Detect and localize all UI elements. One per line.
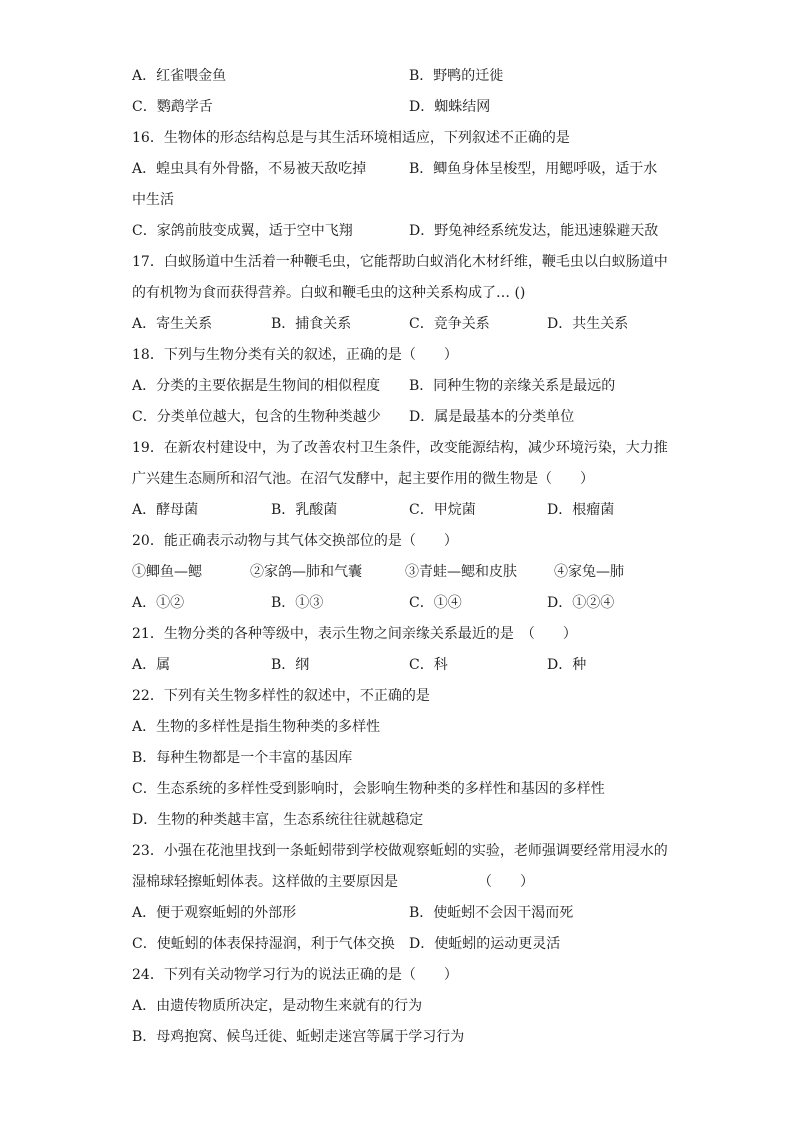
q20-item-2: ②家鸽—肺和气囊 [250,564,362,580]
q16-option-c: C．家鸽前肢变成翼，适于空中飞翔 [132,223,353,239]
q23-answer-paren: （ ） [478,874,534,890]
q17-stem-line1: 17．白蚁肠道中生活着一种鞭毛虫，它能帮助白蚁消化木材纤维，鞭毛虫以白蚁肠道中 [132,254,668,270]
q23-option-c: C．使蚯蚓的体表保持湿润，利于气体交换 [132,936,395,952]
q19-stem-line1: 19．在新农村建设中，为了改善农村卫生条件，改变能源结构，减少环境污染，大力推 [132,440,668,456]
q22-option-a: A．生物的多样性是指生物种类的多样性 [132,719,381,735]
q23-option-a: A．便于观察蚯蚓的外部形 [132,905,297,921]
q24-option-a: A．由遗传物质所决定，是动物生来就有的行为 [132,998,423,1014]
q17-option-a: A．寄生关系 [132,316,213,332]
q24-stem: 24．下列有关动物学习行为的说法正确的是（ ） [132,967,458,983]
q22-option-b: B．每种生物都是一个丰富的基因库 [132,750,353,766]
q21-option-b: B．纲 [271,657,310,673]
q22-stem: 22．下列有关生物多样性的叙述中，不正确的是 [132,688,430,704]
q21-option-a: A．属 [132,657,171,673]
q17-option-c: C．竞争关系 [409,316,490,332]
q20-option-b: B．①③ [271,595,324,611]
q16-stem: 16．生物体的形态结构总是与其生活环境相适应，下列叙述不正确的是 [132,130,570,146]
q22-option-d: D．生物的种类越丰富，生态系统往往就越稳定 [132,812,424,828]
q20-option-d: D．①②④ [547,595,615,611]
q19-option-d: D．根瘤菌 [547,502,615,518]
q16-option-b-continuation: 中生活 [132,192,174,208]
q23-option-b: B．使蚯蚓不会因干渴而死 [409,905,574,921]
q23-option-d: D．使蚯蚓的运动更灵活 [409,936,561,952]
q17-option-b: B．捕食关系 [271,316,352,332]
q20-option-a: A．①② [132,595,185,611]
q15-option-a: A．红雀喂金鱼 [132,68,227,84]
q16-option-d: D．野兔神经系统发达，能迅速躲避天敌 [409,223,659,239]
q21-option-c: C．科 [409,657,448,673]
q21-stem: 21．生物分类的各种等级中，表示生物之间亲缘关系最近的是 （ ） [132,626,577,642]
q21-option-d: D．种 [547,657,587,673]
q15-option-c: C．鹦鹉学舌 [132,99,213,115]
q16-option-a: A．蝗虫具有外骨骼，不易被天敌吃掉 [132,161,367,177]
q20-item-1: ①鲫鱼—鳃 [132,564,202,580]
q18-option-d: D．属是最基本的分类单位 [409,409,575,425]
q23-stem-line2: 湿棉球轻擦蚯蚓体表。这样做的主要原因是 [132,874,398,890]
q15-option-d: D．蜘蛛结网 [409,99,491,115]
q22-option-c: C．生态系统的多样性受到影响时，会影响生物种类的多样性和基因的多样性 [132,781,605,797]
q20-item-3: ③青蛙—鳃和皮肤 [405,564,517,580]
q16-option-b: B．鲫鱼身体呈梭型，用鳃呼吸，适于水 [409,161,658,177]
q17-stem-line2: 的有机物为食而获得营养。白蚁和鞭毛虫的这种关系构成了… () [132,285,526,301]
q19-stem-line2: 广兴建生态厕所和沼气池。在沼气发酵中，起主要作用的微生物是（ ） [132,471,594,487]
q18-stem: 18．下列与生物分类有关的叙述，正确的是（ ） [132,347,458,363]
q18-option-a: A．分类的主要依据是生物间的相似程度 [132,378,381,394]
q15-option-b: B．野鸭的迁徙 [409,68,504,84]
q20-option-c: C．①④ [409,595,462,611]
q19-option-b: B．乳酸菌 [271,502,338,518]
q18-option-b: B．同种生物的亲缘关系是最远的 [409,378,616,394]
q20-stem: 20．能正确表示动物与其气体交换部位的是（ ） [132,533,458,549]
q20-item-4: ④家兔—肺 [554,564,624,580]
q23-stem-line1: 23．小强在花池里找到一条蚯蚓带到学校做观察蚯蚓的实验，老师强调要经常用浸水的 [132,843,668,859]
q24-option-b: B．母鸡抱窝、候鸟迁徙、蚯蚓走迷宫等属于学习行为 [132,1029,465,1045]
q19-option-c: C．甲烷菌 [409,502,476,518]
q17-option-d: D．共生关系 [547,316,629,332]
q18-option-c: C．分类单位越大，包含的生物种类越少 [132,409,381,425]
q19-option-a: A．酵母菌 [132,502,199,518]
